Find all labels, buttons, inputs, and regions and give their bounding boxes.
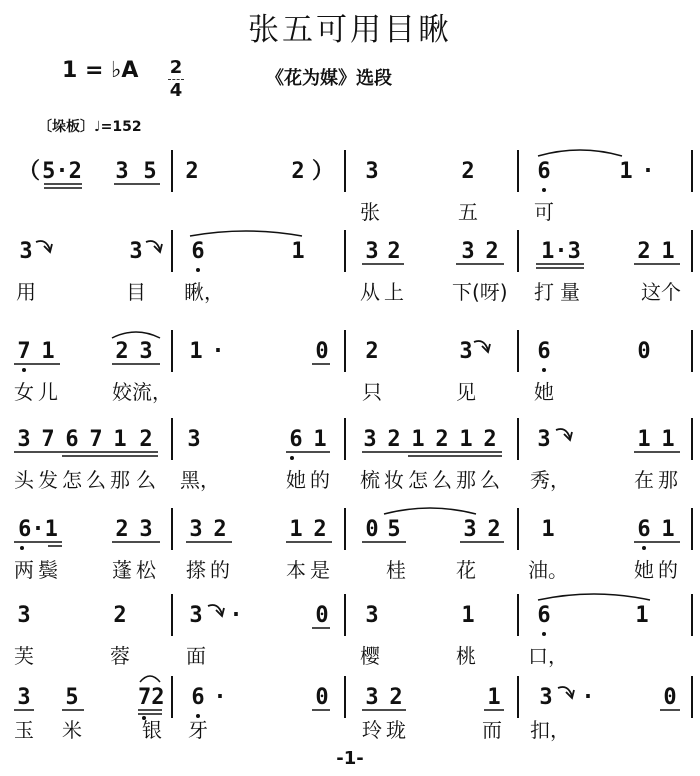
note: 3 — [365, 603, 379, 628]
note: 3 — [189, 603, 203, 628]
lyric: 的 — [210, 558, 230, 582]
note: 1 — [661, 427, 675, 452]
note: 2 — [115, 517, 129, 542]
note: 3 — [17, 603, 31, 628]
note: 1 — [41, 339, 55, 364]
note: 6 — [191, 685, 205, 710]
source-label: 《花为媒》选段 — [266, 68, 392, 89]
note: 3 — [19, 239, 33, 264]
lyric: 五 — [458, 200, 478, 224]
note: 2 — [387, 239, 401, 264]
lyric: 怎 — [62, 468, 82, 492]
note: 1 — [291, 239, 305, 264]
note: 0 — [315, 685, 329, 710]
note: 6·1 — [18, 517, 58, 542]
note: 1 — [661, 239, 675, 264]
note: 2 — [313, 517, 327, 542]
music-system-6 — [0, 592, 700, 686]
note: · — [581, 685, 595, 710]
key-signature: 1 = ♭A — [62, 58, 139, 83]
lyric: 本 — [286, 558, 306, 582]
note: 1 — [289, 517, 303, 542]
lyric: 面 — [186, 644, 206, 668]
time-signature-bottom: 4 — [169, 80, 183, 101]
note: 5 — [65, 685, 79, 710]
note: 1 — [113, 427, 127, 452]
note: 6 — [191, 239, 205, 264]
lyric: 姣 — [112, 380, 132, 404]
lyric: 么 — [480, 468, 500, 492]
lyric: 用 — [16, 280, 36, 304]
note: 2 — [185, 159, 199, 184]
lyric: 油。 — [528, 558, 568, 582]
lyric: 打 — [534, 280, 554, 304]
lyric: 松 — [136, 558, 156, 582]
lyric: 花 — [456, 558, 476, 582]
note: 1 — [661, 517, 675, 542]
lyric: 儿 — [38, 380, 58, 404]
lyric: 见 — [456, 380, 476, 404]
note: 3 — [17, 685, 31, 710]
note: 1 — [189, 339, 203, 364]
note: 0 — [365, 517, 379, 542]
note: 3 — [189, 517, 203, 542]
note: 2 — [115, 339, 129, 364]
lyric: 而 — [482, 718, 502, 742]
lyric: 那 — [110, 468, 130, 492]
lyric: 梳 — [360, 468, 380, 492]
lyric: 珑 — [386, 718, 406, 742]
lyric: 口， — [528, 644, 568, 668]
note: 2 — [113, 603, 127, 628]
note: 3 — [139, 339, 153, 364]
note: 1 — [459, 427, 473, 452]
lyric: 瞅， — [184, 280, 224, 304]
lyric: 她 — [634, 558, 654, 582]
lyric: 米 — [62, 718, 82, 742]
lyric: 那 — [456, 468, 476, 492]
lyric: 么 — [136, 468, 156, 492]
time-signature-top: 2 — [169, 57, 183, 78]
note: 3 — [537, 427, 551, 452]
note: 3 — [461, 239, 475, 264]
system-2-lines — [0, 228, 700, 322]
music-system-3 — [0, 328, 700, 422]
lyric: 只 — [362, 380, 382, 404]
lyric: 樱 — [360, 644, 380, 668]
note: · — [641, 159, 655, 184]
lyric: 桃 — [456, 644, 476, 668]
note: 6 — [537, 603, 551, 628]
note: 3 — [187, 427, 201, 452]
note: 6 — [537, 339, 551, 364]
lyric: 那 — [658, 468, 678, 492]
note: 3 — [365, 159, 379, 184]
note: 3 — [463, 517, 477, 542]
note: 1 — [411, 427, 425, 452]
lyric: 芙 — [14, 644, 34, 668]
note: 1 — [637, 427, 651, 452]
note: 1·3 — [541, 239, 581, 264]
note: 2 — [213, 517, 227, 542]
lyric: 蓉 — [110, 644, 130, 668]
system-3-lines — [0, 328, 700, 422]
lyric: 的 — [658, 558, 678, 582]
note: 1 — [541, 517, 555, 542]
lyric: 扣， — [530, 718, 570, 742]
tie-arc — [538, 150, 622, 156]
octave-dot — [542, 188, 546, 192]
lyric: 量 — [560, 280, 580, 304]
note: 2 — [487, 517, 501, 542]
note: 7 — [89, 427, 103, 452]
note: 7 — [41, 427, 55, 452]
note: 72 — [138, 685, 165, 710]
note: 3 — [129, 239, 143, 264]
note: 5 — [143, 159, 157, 184]
note: 1 — [635, 603, 649, 628]
note: 2 — [485, 239, 499, 264]
lyric: 张 — [360, 200, 380, 224]
page-number: -1- — [336, 748, 364, 769]
note: 0 — [663, 685, 677, 710]
lyric: 目 — [126, 280, 146, 304]
note: 3 — [363, 427, 377, 452]
music-system-2 — [0, 228, 700, 322]
note: 5 — [387, 517, 401, 542]
note: 2 — [387, 427, 401, 452]
note: · — [211, 339, 225, 364]
lyric: 两 — [14, 558, 34, 582]
lyric: 流， — [132, 380, 172, 404]
tempo-marking: 〔垛板〕♩=152 — [38, 119, 142, 135]
lyric: 蓬 — [112, 558, 132, 582]
note: 1 — [461, 603, 475, 628]
music-system-5 — [0, 506, 700, 600]
lyric: 的 — [310, 468, 330, 492]
note: 3 — [459, 339, 473, 364]
lyric: 在 — [634, 468, 654, 492]
note: 1 — [313, 427, 327, 452]
lyric: 桂 — [386, 558, 406, 582]
lyric: 玲 — [362, 718, 382, 742]
note: （ — [18, 159, 41, 184]
note: 1 — [487, 685, 501, 710]
note: 6 — [289, 427, 303, 452]
lyric: 下(呀) — [452, 280, 508, 304]
note: · — [213, 685, 227, 710]
lyric: 上 — [384, 280, 404, 304]
note: 3 — [365, 685, 379, 710]
lyric: 发 — [38, 468, 58, 492]
lyric: 从 — [360, 280, 380, 304]
lyric: 女 — [14, 380, 34, 404]
note: 0 — [315, 603, 329, 628]
note: 5·2 — [42, 159, 82, 184]
lyric: 鬓 — [38, 558, 58, 582]
note: 3 — [115, 159, 129, 184]
note: 6 — [637, 517, 651, 542]
note: 3 — [539, 685, 553, 710]
note: 2 — [461, 159, 475, 184]
lyric: 这个 — [641, 280, 681, 304]
note: 1 — [619, 159, 633, 184]
note: 3 — [139, 517, 153, 542]
note: 2 — [435, 427, 449, 452]
lyric: 么 — [86, 468, 106, 492]
note: 0 — [315, 339, 329, 364]
lyric: 可 — [534, 200, 554, 224]
lyric: 么 — [432, 468, 452, 492]
note: 0 — [637, 339, 651, 364]
lyric: 她 — [286, 468, 306, 492]
lyric: 妆 — [384, 468, 404, 492]
lyric: 黑， — [180, 468, 220, 492]
lyric: 是 — [310, 558, 330, 582]
music-system-4 — [0, 416, 700, 510]
lyric: 搽 — [186, 558, 206, 582]
note: 2 — [365, 339, 379, 364]
lyric: 头 — [14, 468, 34, 492]
note: 2 — [291, 159, 305, 184]
lyric: 牙 — [188, 718, 208, 742]
note: 6 — [537, 159, 551, 184]
lyric: 玉 — [14, 718, 34, 742]
note: ） — [312, 159, 335, 184]
note: 3 — [365, 239, 379, 264]
lyric: 她 — [534, 380, 554, 404]
note: 7 — [17, 339, 31, 364]
note: · — [229, 603, 243, 628]
time-signature — [166, 58, 186, 101]
lyric: 银 — [142, 718, 162, 742]
note: 2 — [389, 685, 403, 710]
system-6-lines — [0, 592, 700, 686]
song-title: 张五可用目瞅 — [248, 12, 452, 48]
note: 2 — [139, 427, 153, 452]
system-5-lines — [0, 506, 700, 600]
lyric: 怎 — [408, 468, 428, 492]
note: 2 — [637, 239, 651, 264]
note: 2 — [483, 427, 497, 452]
lyric: 秀， — [530, 468, 570, 492]
note: 3 — [17, 427, 31, 452]
system-4-lines — [0, 416, 700, 510]
note: 6 — [65, 427, 79, 452]
